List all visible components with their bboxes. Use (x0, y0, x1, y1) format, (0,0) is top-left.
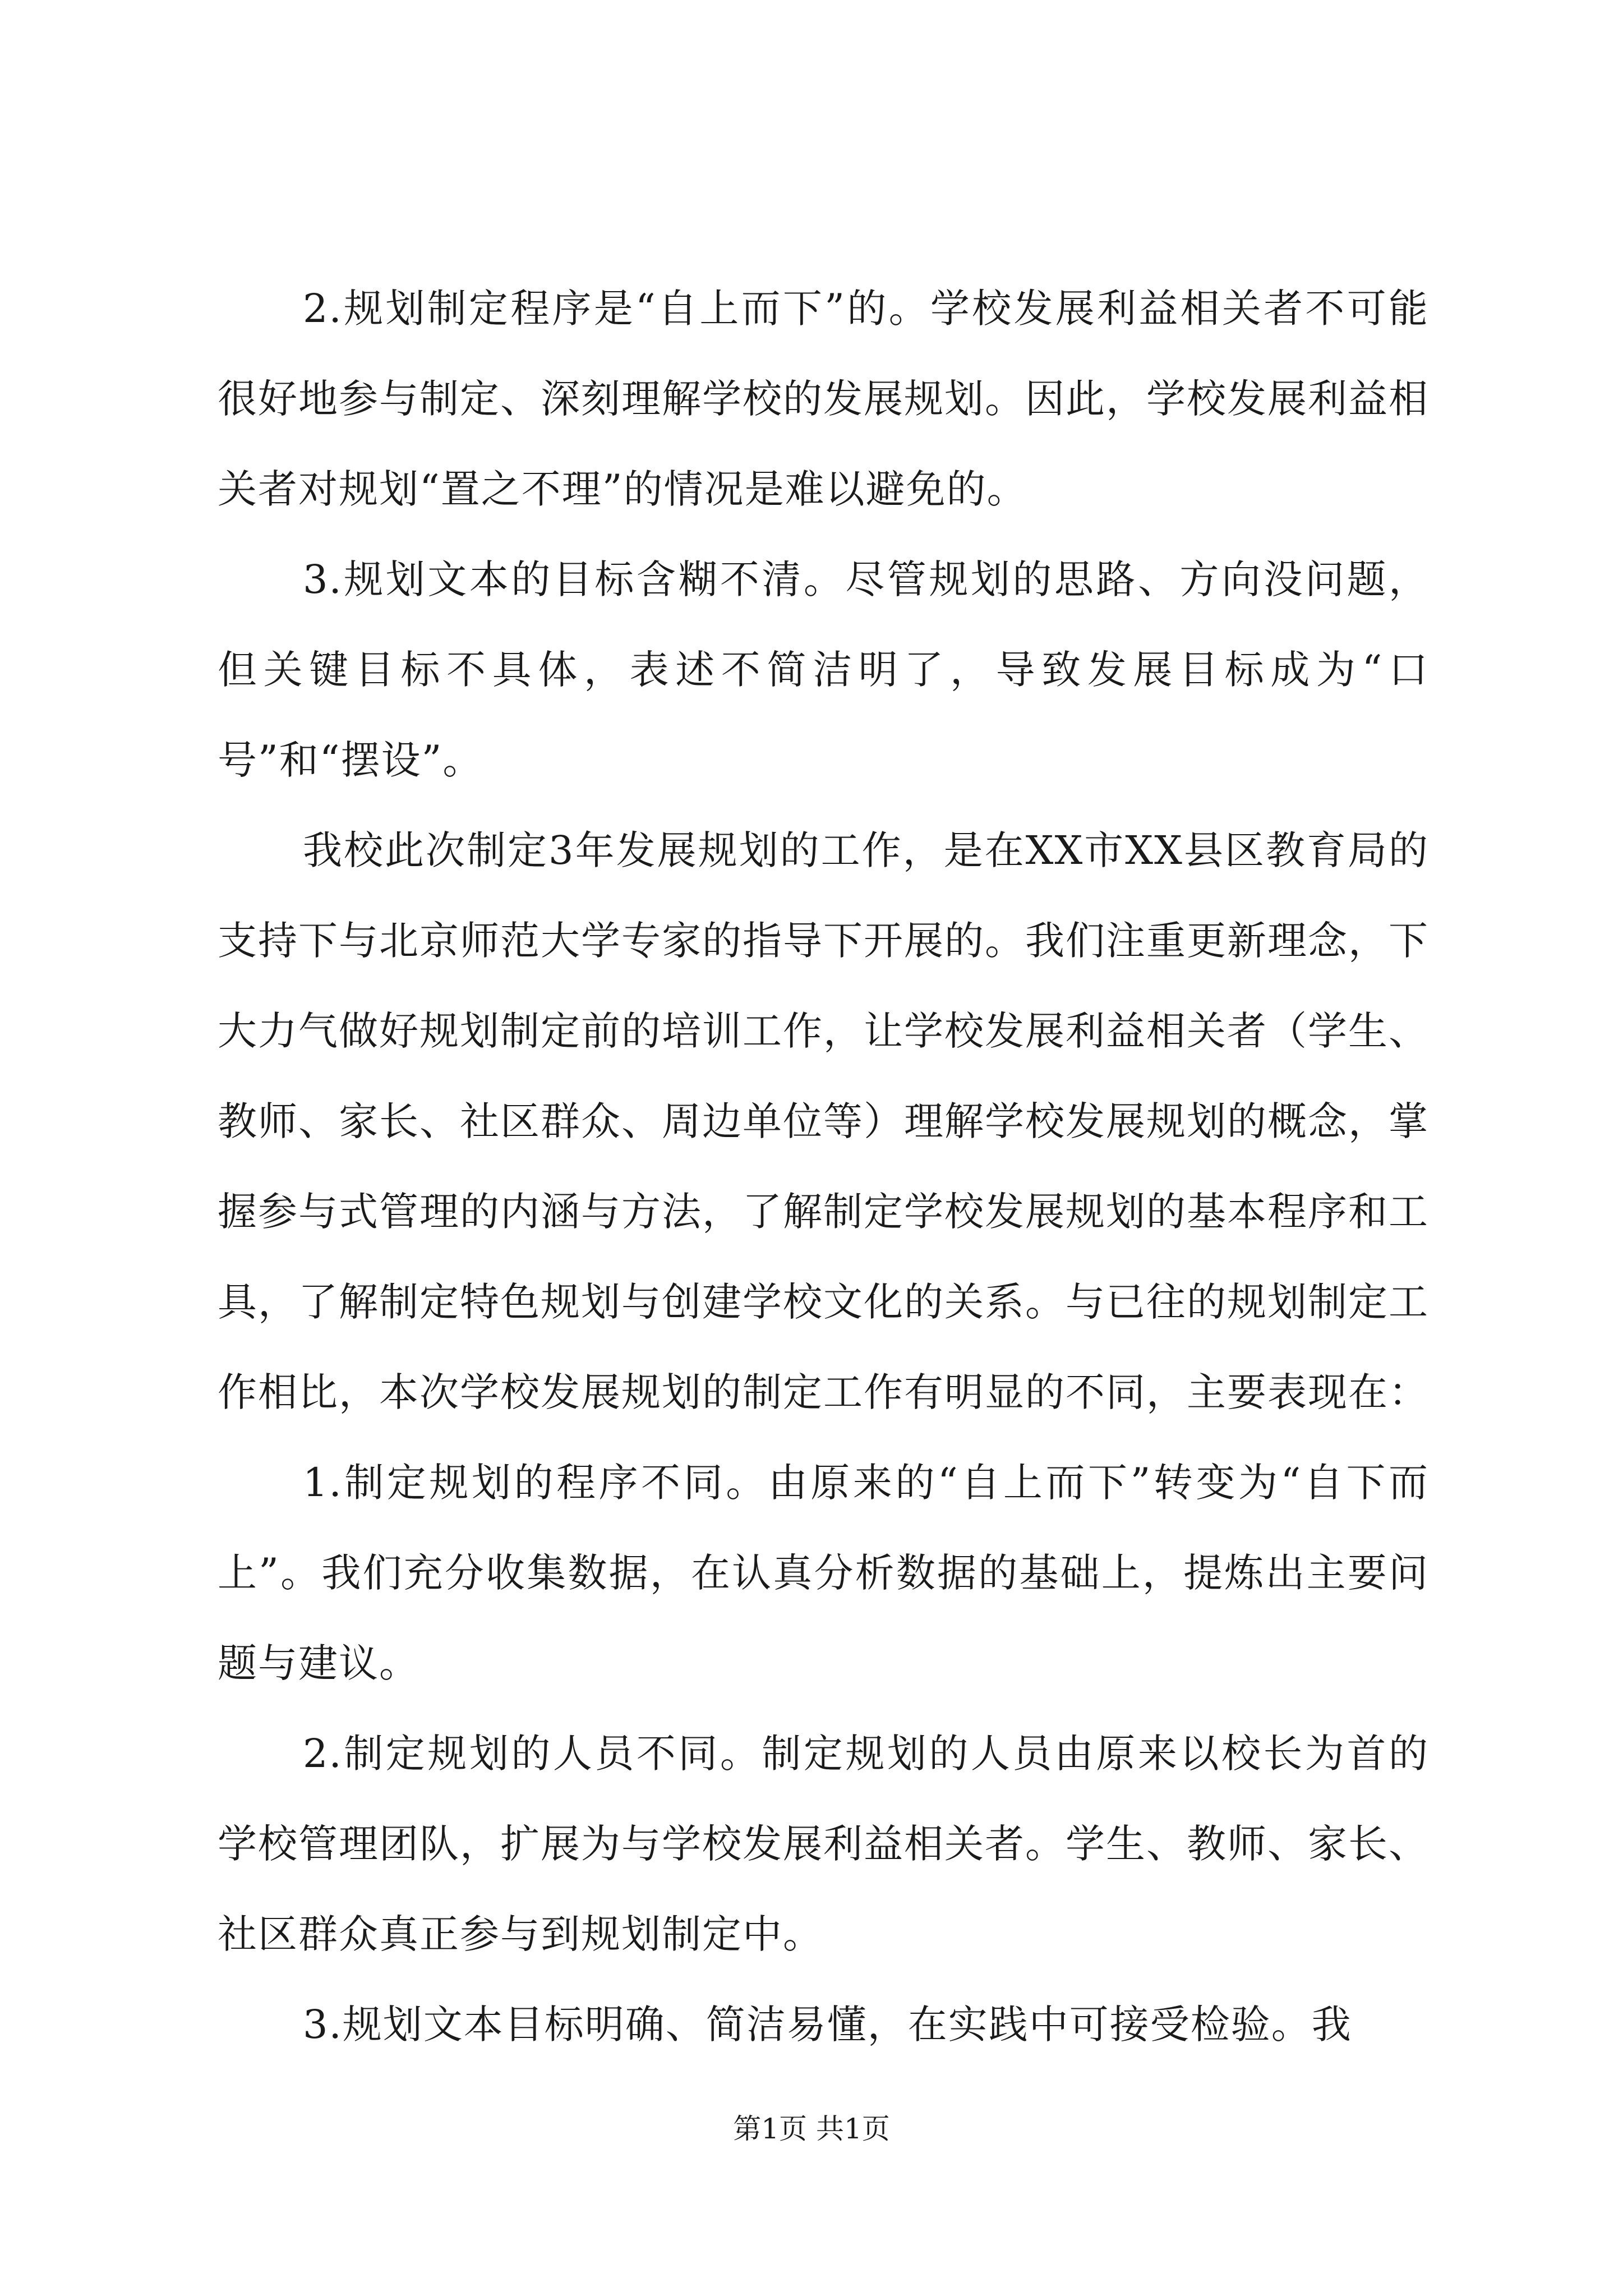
document-body (218, 264, 1429, 2070)
paragraph-planning-overview: 我校此次制定3年发展规划的工作，是在XX市XX县区教育局的支持下与北京师范大学专家的指导下开展的。我们注重更新理念，下大力气做好规划制定前的培训工作，让学校发展利益相关者（学生、教师、家长、社区群众、周边单位等）理解学校发展规划的概念，掌握参与式管理的内涵与方法，了解制定学校发展规划的基本程序和工具，了解制定特色规划与创建学校文化的关系。与已往的规划制定工作相比，本次学校发展规划的制定工作有明显的不同，主要表现在： (218, 827, 1429, 1415)
paragraph-clear-goals: 3.规划文本目标明确、简洁易懂，在实践中可接受检验。我 (303, 2001, 1352, 2047)
paragraph-procedure-top-down: 2.规划制定程序是“自上而下”的。学校发展利益相关者不可能很好地参与制定、深刻理解学校的发展规划。因此，学校发展利益相关者对规划“置之不理”的情况是难以避免的。 (218, 286, 1429, 512)
paragraph-personnel-different: 2.制定规划的人员不同。制定规划的人员由原来以校长为首的学校管理团队，扩展为与学校发展利益相关者。学生、教师、家长、社区群众真正参与到规划制定中。 (218, 1731, 1429, 1957)
paragraph-vague-goals: 3.规划文本的目标含糊不清。尽管规划的思路、方向没问题，但关键目标不具体，表述不简洁明了，导致发展目标成为“口号”和“摆设”。 (218, 556, 1429, 783)
paragraph-procedure-different: 1.制定规划的程序不同。由原来的“自上而下”转变为“自下而上”。我们充分收集数据，在认真分析数据的基础上，提炼出主要问题与建议。 (218, 1460, 1429, 1686)
page-number-footer: 第1页 共1页 (733, 2113, 890, 2145)
